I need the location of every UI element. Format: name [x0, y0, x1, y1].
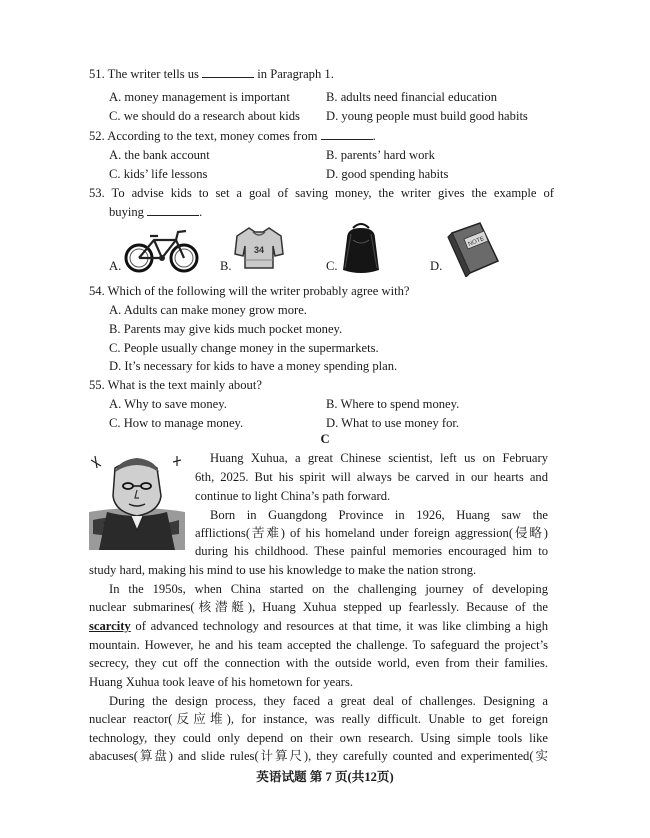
q53-option-b: B.: [220, 259, 232, 273]
question-53-stem-line2: buying .: [109, 205, 203, 219]
passage-c-line: In the 1950s, when China started on the challenging journey of developing: [109, 582, 548, 596]
question-55-stem: 55. What is the text mainly about?: [89, 378, 262, 392]
passage-c-line: nuclear reactor(反应堆), for instance, was really difficult. Unable to get foreign: [89, 712, 548, 726]
q53-option-a: A.: [109, 259, 122, 273]
q54-option-a: A. Adults can make money grow more.: [109, 303, 307, 317]
passage-c-line: during his childhood. These painful memories encouraged him to: [195, 544, 548, 558]
page-footer: 英语试题 第 7 页(共12页): [256, 770, 394, 784]
q54-option-b: B. Parents may give kids much pocket money.: [109, 322, 343, 336]
q52-option-a: A. the bank account: [109, 148, 210, 162]
passage-c-line: abacuses(算盘) and slide rules(计算尺), they carefully counted and experimented(实: [89, 749, 548, 763]
answer-blank: [147, 204, 199, 216]
q51-option-b: B. adults need financial education: [326, 90, 498, 104]
passage-c-line: study hard, making his mind to use his knowledge to make the nation strong.: [89, 563, 477, 577]
scientist-portrait: [89, 450, 185, 550]
notebook-icon: [446, 219, 502, 277]
scarcity-word: scarcity: [89, 619, 131, 633]
sweater-number: 34: [253, 245, 265, 255]
passage-c-line: scarcity of advanced technology and resources at that time, it was like climbing a high: [89, 619, 548, 633]
q55-option-c: C. How to manage money.: [109, 416, 244, 430]
q52-option-c: C. kids’ life lessons: [109, 167, 208, 181]
question-52-stem: 52. According to the text, money comes from .: [89, 129, 376, 143]
q54-option-c: C. People usually change money in the supermarkets.: [109, 341, 379, 355]
q51-option-a: A. money management is important: [109, 90, 290, 104]
q55-option-a: A. Why to save money.: [109, 397, 227, 411]
q51-option-d: D. young people must build good habits: [326, 109, 528, 123]
sweater-icon: [233, 224, 285, 274]
q52-option-d: D. good spending habits: [326, 167, 449, 181]
q53-option-c: C.: [326, 259, 338, 273]
question-51-stem: 51. The writer tells us in Paragraph 1.: [89, 67, 334, 81]
q52-option-b: B. parents’ hard work: [326, 148, 435, 162]
passage-c-line: Huang Xuhua, a great Chinese scientist, left us on February: [210, 451, 548, 465]
q54-option-d: D. It’s necessary for kids to have a money spending plan.: [109, 359, 398, 373]
q53-option-d: D.: [430, 259, 443, 273]
passage-c-line: afflictions(苦难) of his homeland under foreign aggression(侵略): [195, 526, 548, 540]
passage-c-line: Huang Xuhua took leave of his hometown for years.: [89, 675, 354, 689]
passage-c-line: continue to light China’s path forward.: [195, 489, 391, 503]
q55-option-d: D. What to use money for.: [326, 416, 460, 430]
backpack-icon: [339, 220, 383, 276]
bicycle-icon: [124, 226, 200, 276]
passage-c-line: secrecy, they cut off the connection with the outside world, even from their families.: [89, 656, 548, 670]
question-53-stem: 53. To advise kids to set a goal of saving money, the writer gives the example of: [89, 186, 554, 200]
q55-option-b: B. Where to spend money.: [326, 397, 460, 411]
passage-c-line: 6th, 2025. But his spirit will always be carved in our hearts and: [195, 470, 548, 484]
passage-c-line: mountain. However, he and his team accepted the challenge. To safeguard the project’s: [89, 638, 548, 652]
passage-c-line: During the design process, they faced a great deal of challenges. Designing a: [109, 694, 548, 708]
notebook-label: NOTE: [467, 236, 486, 248]
answer-blank: [202, 66, 254, 78]
q51-option-c: C. we should do a research about kids: [109, 109, 300, 123]
passage-c-line: nuclear submarines(核潜艇), Huang Xuhua stepped up fearlessly. Because of the: [89, 600, 548, 614]
answer-blank: [321, 128, 373, 140]
section-c-label: C: [320, 432, 330, 446]
question-54-stem: 54. Which of the following will the writer probably agree with?: [89, 284, 410, 298]
passage-c-line: Born in Guangdong Province in 1926, Huang saw the: [210, 508, 548, 522]
passage-c-line: technology, they could only depend on their own research. Using simple tools like: [89, 731, 548, 745]
